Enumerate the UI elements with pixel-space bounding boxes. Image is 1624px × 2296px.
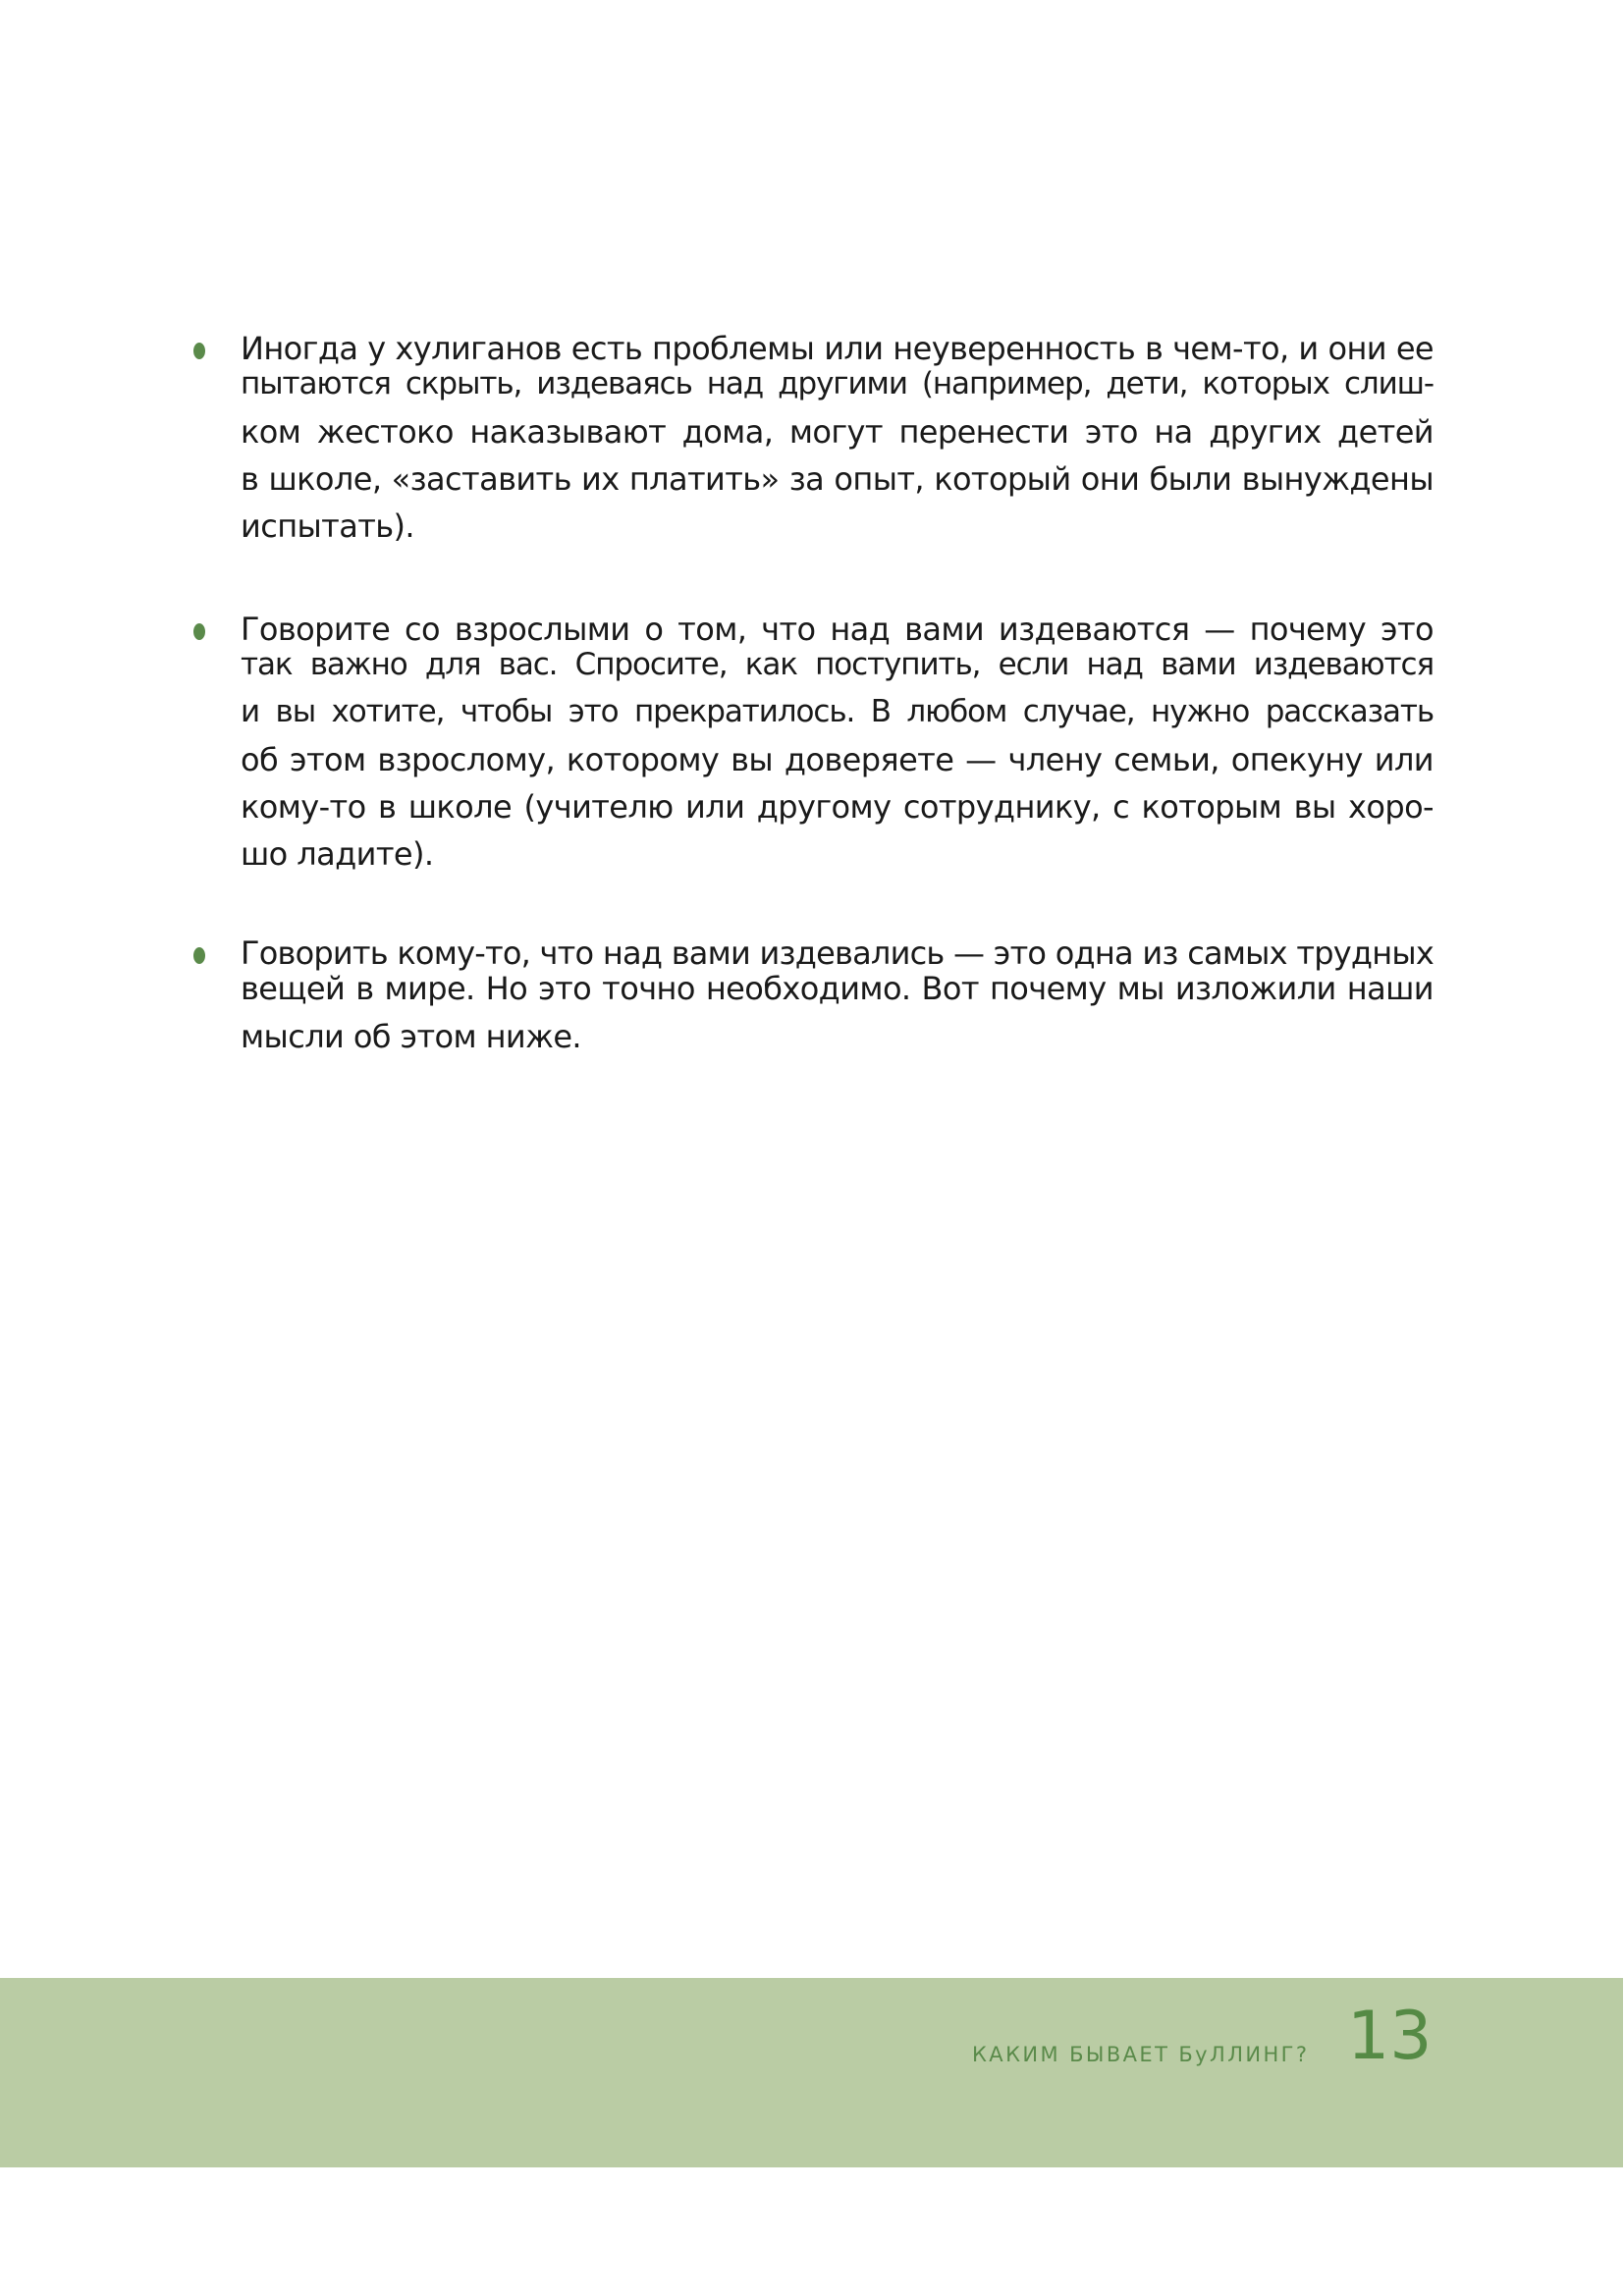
- text-line: пытаются скрыть, издеваясь над другими (например, дети, которых слиш-: [241, 366, 1434, 401]
- text-line: в школе, «заставить их платить» за опыт, который они были вынуждены: [241, 460, 1434, 498]
- bullet-icon: [193, 623, 205, 640]
- text-line: испытать).: [241, 507, 414, 545]
- running-footer-title: КАКИМ БЫВАЕТ БуЛЛИНГ?: [972, 2043, 1310, 2066]
- text-line: кому-то в школе (учителю или другому сотруднику, с которым вы хоро-: [241, 788, 1434, 826]
- bullet-icon: [193, 343, 205, 359]
- bullet-icon: [193, 947, 205, 964]
- page-number: 13: [1347, 1998, 1433, 2075]
- text-line: вещей в мире. Но это точно необходимо. Вот почему мы изложили наши: [241, 970, 1434, 1007]
- text-line: так важно для вас. Спросите, как поступить, если над вами издеваются: [241, 647, 1434, 682]
- text-line: об этом взрослому, которому вы доверяете — члену семьи, опекуну или: [241, 741, 1434, 778]
- text-line: и вы хотите, чтобы это прекратилось. В любом случае, нужно рассказать: [241, 694, 1434, 729]
- text-line: шо ладите).: [241, 835, 434, 873]
- text-line: Иногда у хулиганов есть проблемы или неуверенность в чем-то, и они ее: [241, 330, 1434, 367]
- text-line: Говорить кому-то, что над вами издевались — это одна из самых трудных: [241, 934, 1434, 972]
- text-line: ком жестоко наказывают дома, могут перенести это на других детей: [241, 413, 1434, 451]
- text-line: Говорите со взрослыми о том, что над вами издеваются — почему это: [241, 611, 1434, 648]
- text-line: мысли об этом ниже.: [241, 1018, 582, 1055]
